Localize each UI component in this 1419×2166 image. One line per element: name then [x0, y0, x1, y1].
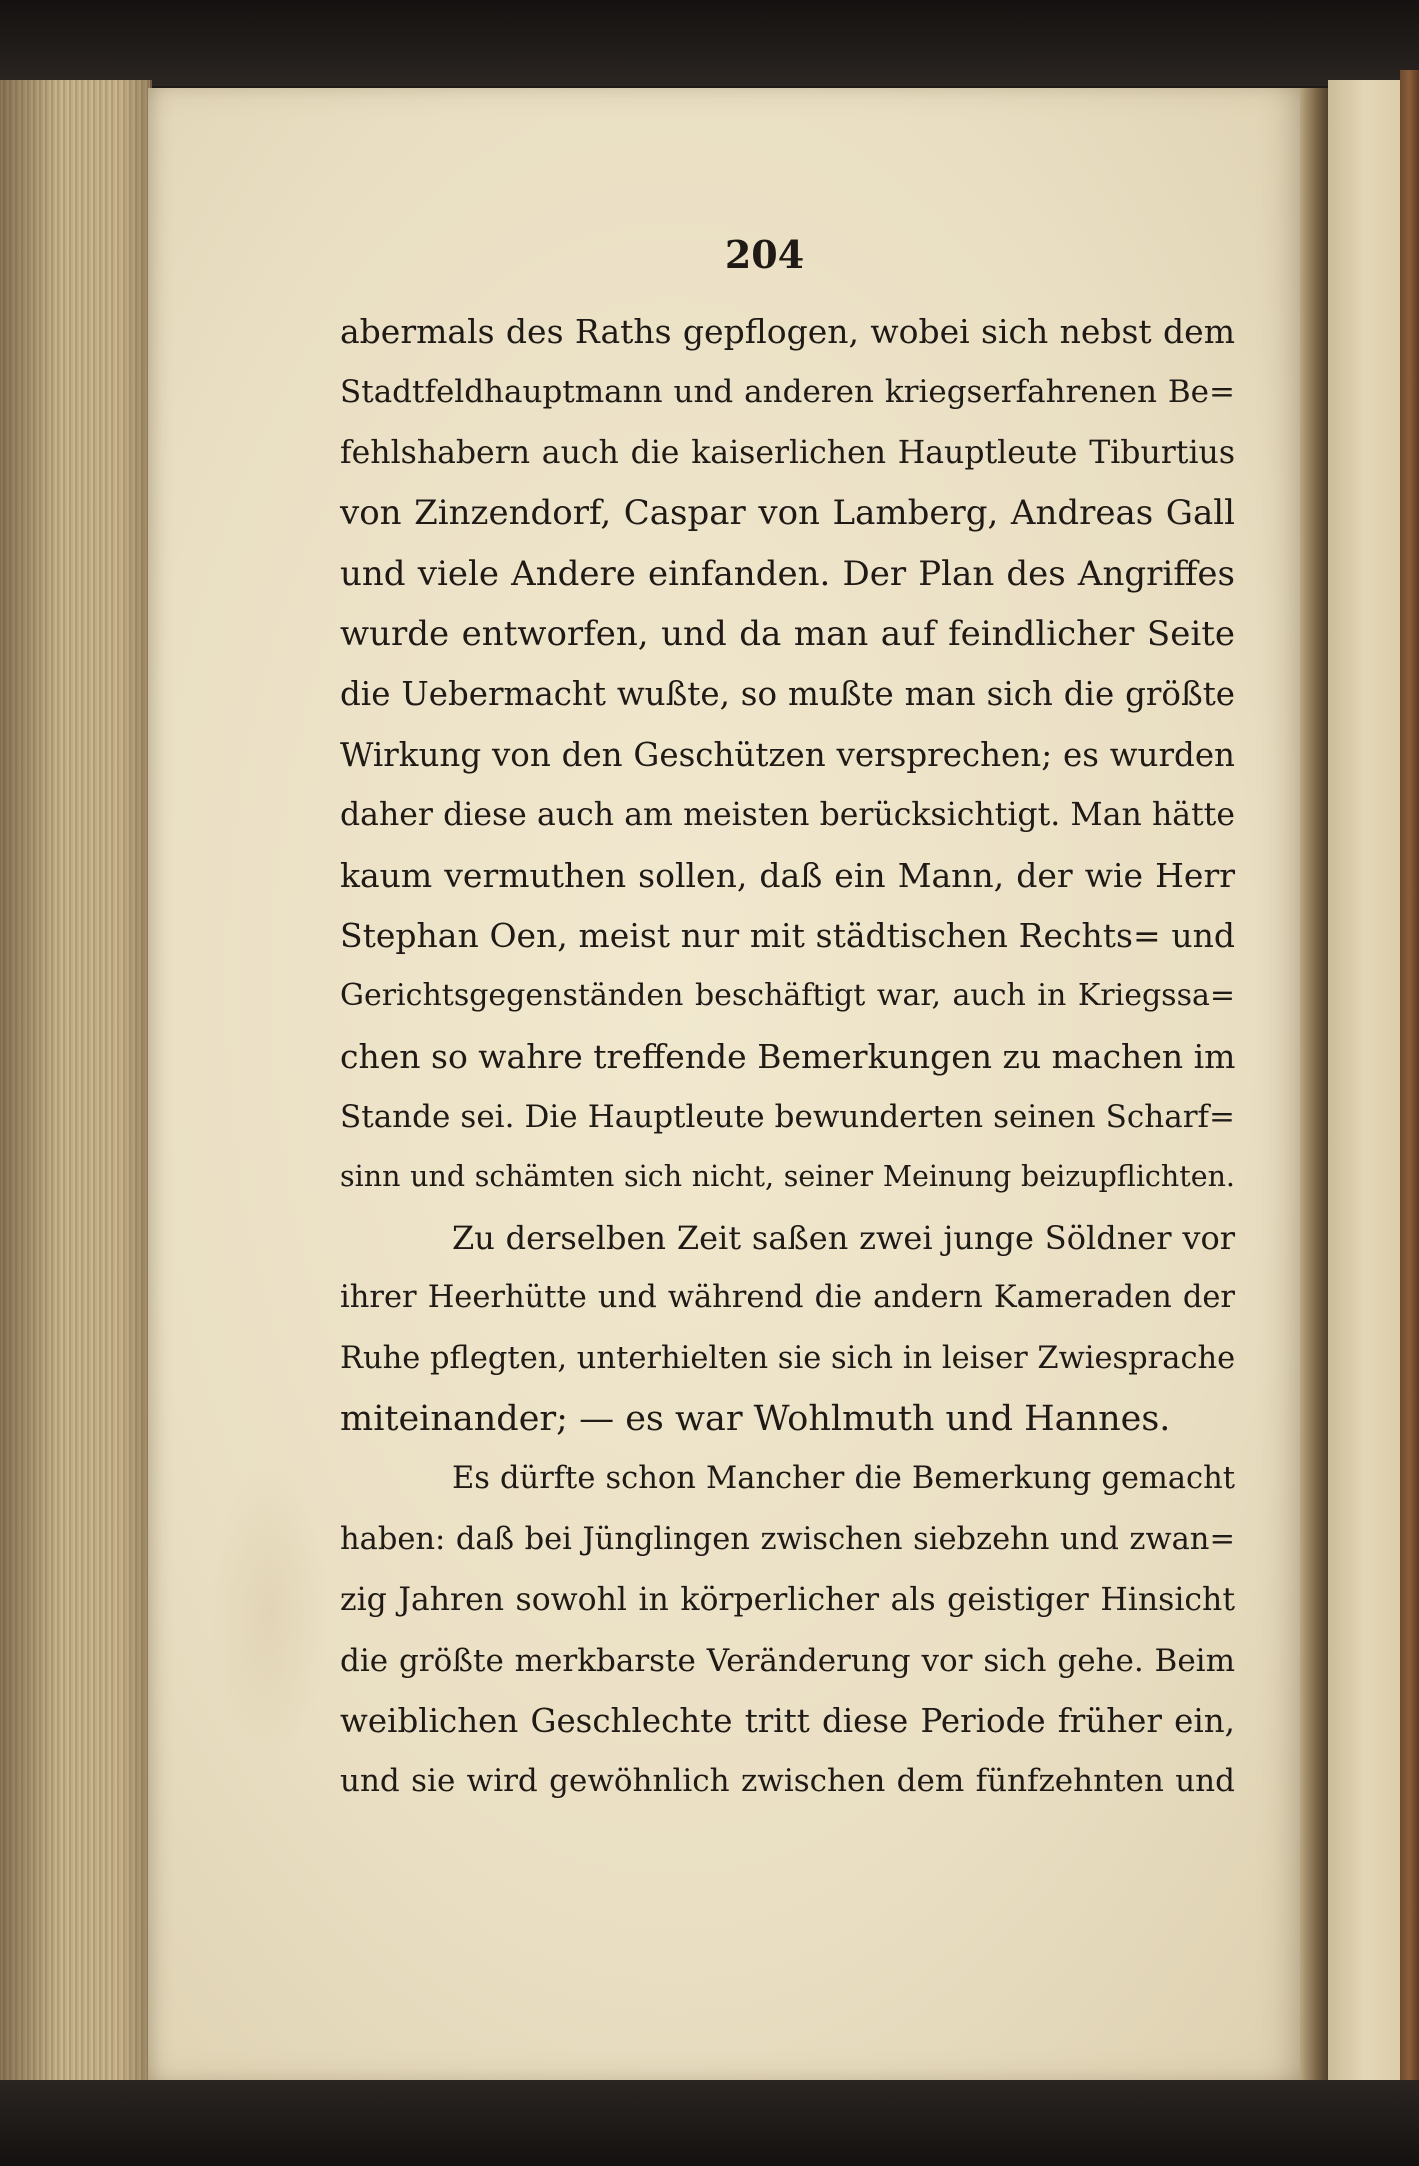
text-line: Stephan Oen, meist nur mit städtischen Rechts= und — [340, 915, 1235, 955]
text-line: fehlshabern auch die kaiserlichen Hauptleute Tiburtius — [340, 434, 1235, 471]
text-line: Stande sei. Die Hauptleute bewunderten seinen Scharf= — [340, 1099, 1235, 1136]
text-line: die Uebermacht wußte, so mußte man sich die größte — [340, 675, 1235, 714]
page-number: 204 — [724, 232, 805, 277]
text-line: haben: daß bei Jünglingen zwischen siebzehn und zwan= — [340, 1521, 1235, 1557]
text-line: wurde entworfen, und da man auf feindlicher Seite — [340, 613, 1235, 654]
paper-stain — [210, 1460, 330, 1760]
text-line: daher diese auch am meisten berücksichtigt. Man hätte — [340, 797, 1235, 834]
text-line: chen so wahre treffende Bemerkungen zu machen im — [340, 1036, 1236, 1076]
text-line: Ruhe pflegten, unterhielten sie sich in leiser Zwiesprache — [340, 1340, 1236, 1376]
text-line: zig Jahren sowohl in körperlicher als geistiger Hinsicht — [340, 1582, 1235, 1619]
text-line: weiblichen Geschlechte tritt diese Periode früher ein, — [340, 1701, 1235, 1740]
scan-background-bottom — [0, 2080, 1419, 2166]
text-line: Gerichtsgegenständen beschäftigt war, auch in Kriegssa= — [340, 978, 1235, 1014]
text-line: miteinander; — es war Wohlmuth und Hannes. — [340, 1399, 1171, 1440]
text-line: und sie wird gewöhnlich zwischen dem fünfzehnten und — [340, 1763, 1235, 1800]
text-line: ihrer Heerhütte und während die andern Kameraden der — [340, 1280, 1235, 1316]
text-line: sinn und schämten sich nicht, seiner Meinung beizupflichten. — [340, 1160, 1235, 1194]
text-line: die größte merkbarste Veränderung vor sich gehe. Beim — [340, 1642, 1235, 1679]
body-text — [340, 302, 1235, 1812]
text-line: Es dürfte schon Mancher die Bemerkung gemacht — [452, 1461, 1235, 1497]
text-line: von Zinzendorf, Caspar von Lamberg, Andreas Gall — [340, 493, 1235, 534]
book-gutter — [1300, 88, 1330, 2080]
page-stack-shadow — [0, 80, 150, 2090]
text-line: und viele Andere einfanden. Der Plan des Angriffes — [340, 553, 1235, 594]
text-line: kaum vermuthen sollen, daß ein Mann, der wie Herr — [340, 855, 1235, 895]
text-line: Stadtfeldhauptmann und anderen kriegserfahrenen Be= — [340, 374, 1235, 411]
paragraph-1 — [340, 302, 1235, 1208]
paragraph-3 — [340, 1449, 1235, 1811]
text-line: abermals des Raths gepflogen, wobei sich nebst dem — [340, 312, 1235, 351]
book-cover-edge — [1400, 70, 1419, 2090]
scan-background-top — [0, 0, 1419, 86]
text-line: Wirkung von den Geschützen versprechen; es wurden — [340, 735, 1235, 774]
paragraph-2 — [340, 1208, 1235, 1450]
text-line: Zu derselben Zeit saßen zwei junge Söldner vor — [452, 1218, 1235, 1257]
